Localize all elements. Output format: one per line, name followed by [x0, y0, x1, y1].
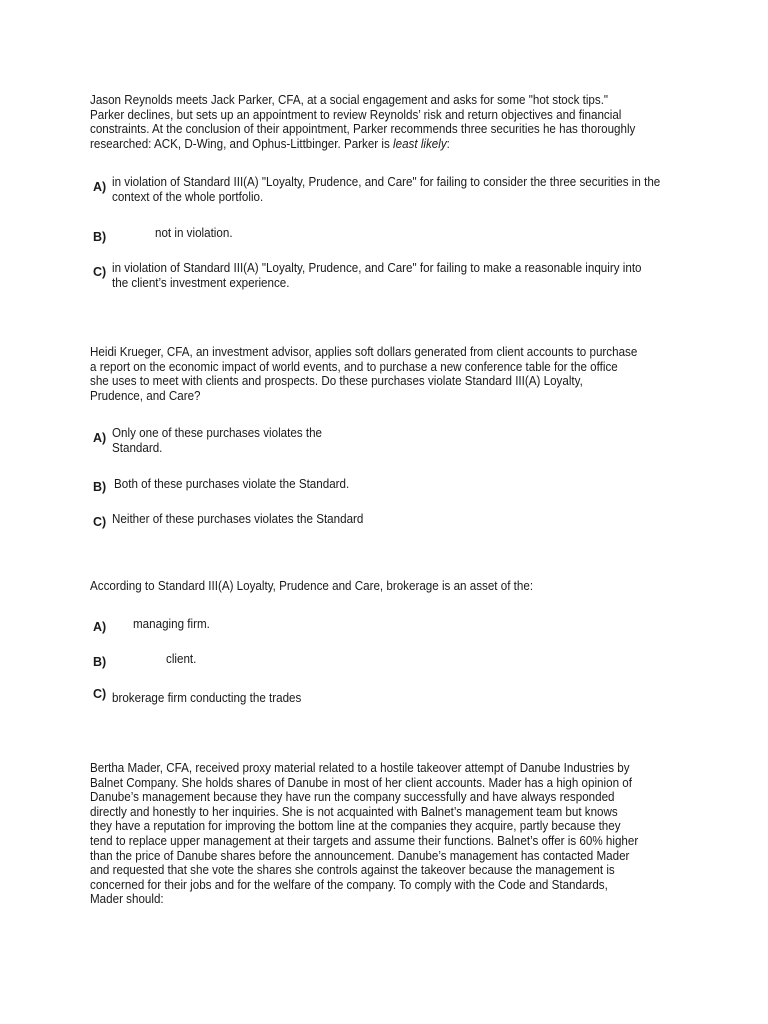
question-4-stem: Bertha Mader, CFA, received proxy material related to a hostile takeover attempt of Danube Industries by Balnet Company. She holds shares of Danube in most of her client accounts. Mader has a high opinion of Danube’s management because they have run the company successfully and have always responded directly and honestly to her inquiries. She is not acquainted with Balnet’s management team but knows they have a reputation for improving the bottom line at the companies they acquire, partly because they tend to replace upper management at their targets and assume their functions. Balnet’s offer is 60% higher than the price of Danube shares before the announcement. Danube’s management has contacted Mader and requested that she vote the shares she controls against the takeover because the management is concerned for their jobs and for the welfare of the company. To comply with the Code and Standards, Mader should:	[90, 761, 639, 907]
question-1-option-b-letter[interactable]: B)	[93, 230, 107, 244]
question-3-option-c-text[interactable]: brokerage firm conducting the trades	[112, 691, 302, 705]
question-2-option-c-letter[interactable]: C)	[93, 515, 107, 529]
question-2-option-c-text[interactable]: Neither of these purchases violates the Standard	[112, 512, 364, 526]
question-2-option-a-text[interactable]: Only one of these purchases violates the Standard.	[112, 426, 323, 455]
question-1-option-a-letter[interactable]: A)	[93, 180, 107, 194]
question-2-option-b-letter[interactable]: B)	[93, 480, 107, 494]
question-2-option-b-text[interactable]: Both of these purchases violate the Standard.	[114, 477, 350, 491]
question-1-stem-end: :	[446, 136, 450, 151]
question-1-stem-text: Jason Reynolds meets Jack Parker, CFA, at a social engagement and asks for some "hot stock tips." Parker declines, but sets up an appointment to review Reynolds’ risk and return objectives and financial constraints. At the conclusion of their appointment, Parker recommends three securities he has thoroughly researched: ACK, D-Wing, and Ophus-Littbinger. Parker is	[90, 93, 636, 151]
question-3-option-c-letter[interactable]: C)	[93, 687, 107, 701]
question-3-stem: According to Standard III(A) Loyalty, Prudence and Care, brokerage is an asset of the:	[90, 579, 534, 593]
question-1-option-c-letter[interactable]: C)	[93, 265, 107, 279]
question-1-option-a-text[interactable]: in violation of Standard III(A) "Loyalty, Prudence, and Care" for failing to consider the three securities in the context of the whole portfolio.	[112, 175, 661, 204]
question-1-stem	[90, 93, 639, 151]
question-1-option-b-text[interactable]: not in violation.	[155, 226, 233, 240]
question-3-option-b-letter[interactable]: B)	[93, 655, 107, 669]
question-3-option-a-letter[interactable]: A)	[93, 620, 107, 634]
question-2-stem: Heidi Krueger, CFA, an investment advisor, applies soft dollars generated from client accounts to purchase a report on the economic impact of world events, and to purchase a new conference table for the office she uses to meet with clients and prospects. Do these purchases violate Standard III(A) Loyalty, Prudence, and Care?	[90, 345, 638, 403]
question-3-option-b-text[interactable]: client.	[166, 652, 197, 666]
question-2-option-a-letter[interactable]: A)	[93, 431, 107, 445]
question-3-option-a-text[interactable]: managing firm.	[133, 617, 210, 631]
question-1-stem-emphasis: least likely	[393, 136, 447, 151]
question-1-option-c-text[interactable]: in violation of Standard III(A) "Loyalty, Prudence, and Care" for failing to make a reasonable inquiry into the client’s investment experience.	[112, 261, 642, 290]
